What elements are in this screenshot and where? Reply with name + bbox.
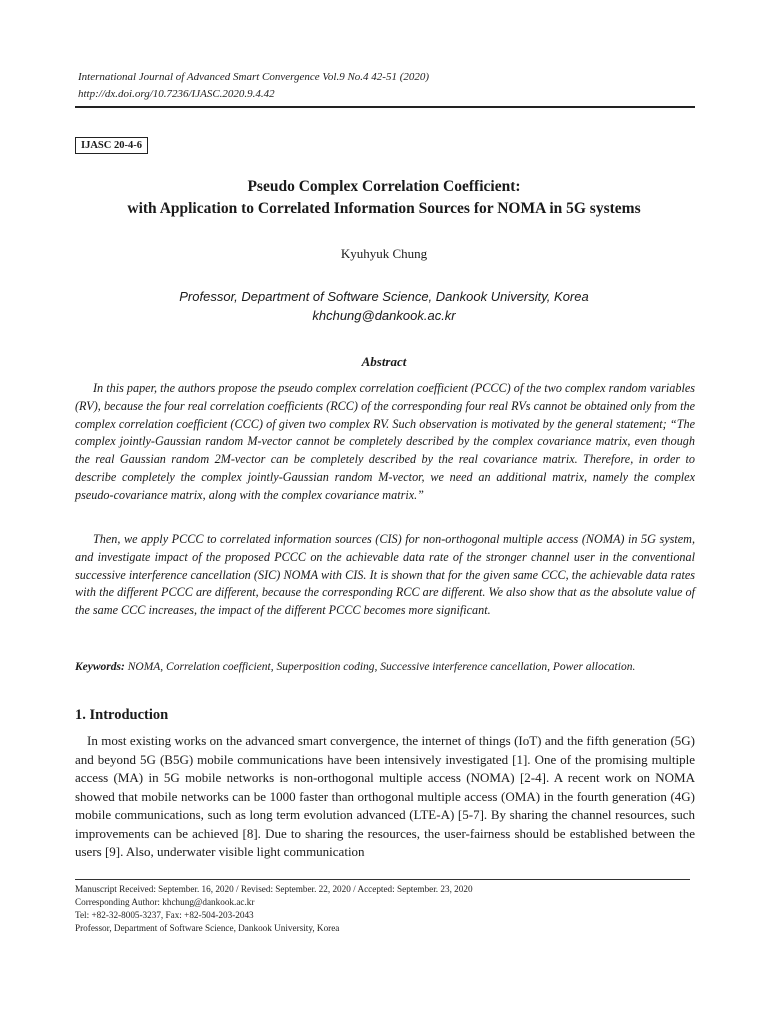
doi-link[interactable]: http://dx.doi.org/10.7236/IJASC.2020.9.4.42 (78, 88, 275, 100)
keywords-text: NOMA, Correlation coefficient, Superposition coding, Successive interference cancellation, Power allocation. (127, 661, 636, 673)
header-rule (75, 106, 695, 108)
journal-header: International Journal of Advanced Smart Convergence Vol.9 No.4 42-51 (2020) (78, 71, 430, 83)
article-code-box: IJASC 20-4-6 (75, 137, 148, 154)
keywords (75, 659, 695, 676)
abstract-paragraph-1: In this paper, the authors propose the pseudo complex correlation coefficient (PCCC) of the two complex random variables (RV), because the four real correlation coefficients (RCC) of the corresponding four real RVs cannot be obtained only from the complex correlation coefficient (CCC) of given two complex RV. Such observation is motivated by the general statement; “The complex jointly-Gaussian random M-vector cannot be completely described by the complex covariance matrix, even though the real Gaussian random 2M-vector can be completely described by the real covariance matrix. Therefore, in order to describe completely the complex jointly-Gaussian random M-vector, we need an additional matrix, namely the complex pseudo-covariance matrix, along with the complex covariance matrix.” (75, 381, 695, 502)
paper-title-line1: Pseudo Complex Correlation Coefficient: (247, 178, 521, 195)
abstract-heading: Abstract (361, 354, 407, 369)
paper-title-line2: with Application to Correlated Information Sources for NOMA in 5G systems (127, 200, 641, 217)
footnote-rule (75, 879, 690, 880)
abstract-paragraph-2: Then, we apply PCCC to correlated information sources (CIS) for non-orthogonal multiple access (NOMA) in 5G system, and investigate impact of the proposed PCCC on the achievable data rate of the stronger channel user in the conventional successive interference cancellation (SIC) NOMA with CIS. It is shown that for the given same CCC, the achievable data rates with the different PCCC are different, because the corresponding RCC are different. We also show that as the absolute value of the same CCC increases, the impact of the different PCCC becomes more significant. (75, 532, 695, 618)
author-email[interactable]: khchung@dankook.ac.kr (312, 308, 456, 323)
author-affiliation: Professor, Department of Software Science, Dankook University, Korea (179, 289, 589, 304)
keywords-label: Keywords: (75, 661, 125, 673)
introduction-paragraph: In most existing works on the advanced smart convergence, the internet of things (IoT) and the fifth generation (5G) and beyond 5G (B5G) mobile communications have been intensively investigated [1]. One of the promising multiple access (MA) in 5G mobile networks is non-orthogonal multiple access (NOMA) [2-4]. A recent work on NOMA showed that mobile networks can be 1000 faster than orthogonal multiple access (OMA) in the fourth generation (4G) mobile communications, such as long term evolution advanced (LTE-A) [5-7]. By sharing the channel resources, such improvements can be achieved [8]. Due to sharing the resources, the user-fairness should be established between the users [9]. Also, underwater visible light communication (75, 733, 695, 859)
footnote-affiliation: Professor, Department of Software Science, Dankook University, Korea (75, 923, 340, 933)
footnote-received: Manuscript Received: September. 16, 2020 / Revised: September. 22, 2020 / Accepted: September. 23, 2020 (75, 884, 473, 894)
footnote-phone: Tel: +82-32-8005-3237, Fax: +82-504-203-2043 (75, 910, 254, 920)
footnote-corresponding: Corresponding Author: khchung@dankook.ac.kr (75, 897, 255, 907)
author-name: Kyuhyuk Chung (340, 246, 428, 261)
section-heading: 1. Introduction (75, 707, 169, 723)
